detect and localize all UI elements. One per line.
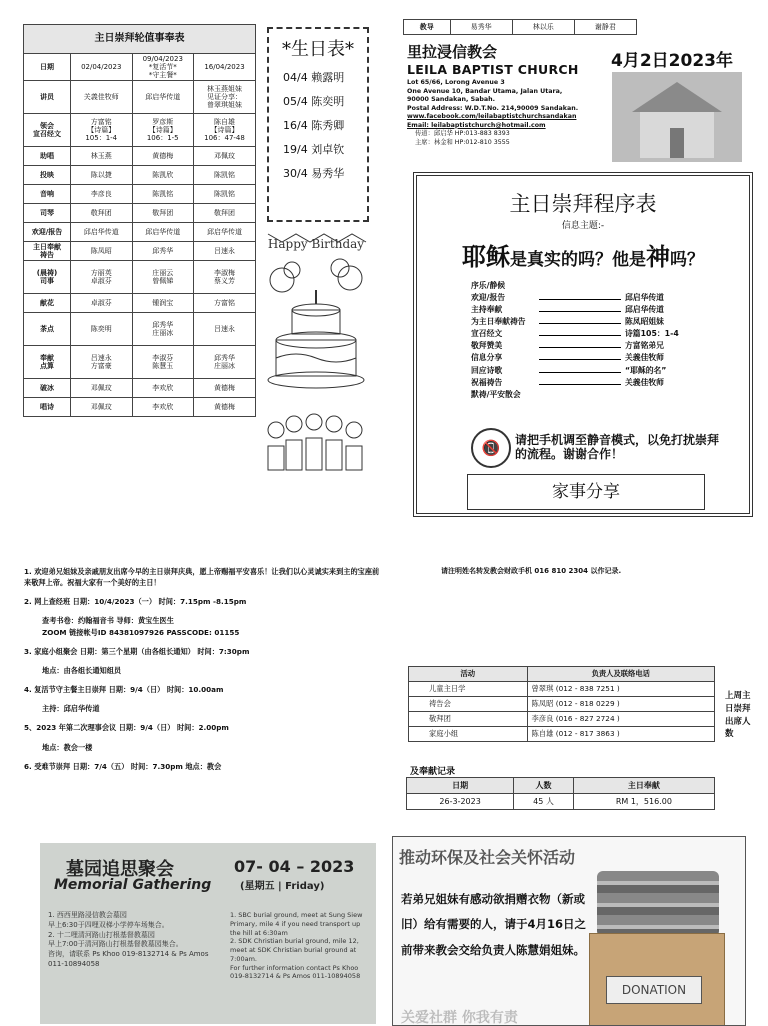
roster-row — [24, 223, 256, 242]
donation-box-image — [589, 933, 725, 1026]
programme-item-name: 序乐/静候 — [471, 281, 506, 290]
programme-item-name: 主持奉献 — [471, 305, 503, 315]
last-week-label: 上周主日崇拜出席人数 — [725, 691, 751, 740]
bulletin-date: 4月2日2023年 — [611, 51, 733, 71]
roster-row — [24, 166, 256, 185]
contacts-row — [409, 727, 715, 742]
birthday-box — [267, 27, 369, 222]
contacts-person: 陈自雄 (012 - 817 3863 ) — [527, 727, 714, 742]
roster-cell: 林玉燕 — [71, 147, 133, 166]
roster-label: 献花 — [24, 294, 71, 313]
roster-cell: 邱启华传道 — [194, 223, 256, 242]
programme-dash — [539, 304, 621, 312]
roster-date: 16/04/2023 — [194, 54, 256, 81]
programme-item-name: 默祷/平安散会 — [471, 389, 521, 399]
roster-cell: 卓淑芬 — [71, 294, 133, 313]
roster-title: 主日崇拜轮值事奉表 — [24, 25, 256, 54]
roster-row — [24, 185, 256, 204]
programme-dash — [539, 365, 621, 373]
programme-item — [471, 328, 749, 340]
phone-mute-icon: 📵 — [471, 428, 511, 468]
programme-item — [471, 352, 749, 364]
offering-header: 主日奉献 — [573, 778, 714, 794]
staff-cell: 教导 — [404, 20, 451, 35]
programme-dash — [539, 352, 621, 360]
roster-label: 投映 — [24, 166, 71, 185]
contacts-person: 曾翠琪 (012 - 838 7251 ) — [527, 682, 714, 697]
contacts-header: 负责人及联络电话 — [527, 667, 714, 682]
roster-label: 欢迎/报告 — [24, 223, 71, 242]
programme-item-name: 回应诗歌 — [471, 365, 503, 375]
clothes-image — [597, 871, 719, 937]
roster-table — [23, 24, 256, 417]
roster-cell: 陈凯铭 — [132, 185, 194, 204]
programme-item-name: 为主日奉献祷告 — [471, 317, 526, 327]
church-postal: Postal Address: W.D.T.No. 214,90009 Sandakan. — [407, 104, 579, 112]
church-photo — [612, 72, 742, 162]
donation-flyer — [392, 836, 746, 1026]
birthday-title: *生日表* — [282, 39, 354, 60]
children-illustration — [262, 406, 370, 484]
roster-label: 破冰 — [24, 379, 71, 398]
church-address: Lot 65/66, Lorong Avenue 3 — [407, 79, 505, 87]
programme-item-person: 邱启华传道 — [625, 293, 664, 303]
contacts-row — [409, 712, 715, 727]
roster-row — [24, 204, 256, 223]
roster-cell: 吕速永 方富豪 — [71, 346, 133, 379]
programme-item — [471, 365, 749, 377]
roster-cell: 李欢欣 — [132, 379, 194, 398]
roster-cell: 锺润宝 — [132, 294, 194, 313]
birthday-cake-illustration — [262, 230, 370, 400]
roster-cell: 陈凤昭 — [71, 242, 133, 261]
roster-cell: 李欢欣 — [132, 398, 194, 417]
roster-cell: 敬拜团 — [71, 204, 133, 223]
church-name-en: LEILA BAPTIST CHURCH — [407, 62, 579, 78]
roster-label: 司琴 — [24, 204, 71, 223]
roster-date: 02/04/2023 — [71, 54, 133, 81]
roster-row — [24, 147, 256, 166]
programme-item — [471, 316, 749, 328]
birthday-item: 30/4 易秀华 — [283, 167, 345, 180]
roster-row — [24, 346, 256, 379]
programme-item-name: 宣召经文 — [471, 329, 503, 339]
programme-item-person: 诗篇105：1-4 — [625, 329, 679, 339]
church-address: 90000 Sandakan, Sabah. — [407, 96, 496, 104]
donation-label: DONATION — [606, 976, 702, 1004]
offering-cell: 26-3-2023 — [407, 794, 514, 810]
contacts-activity: 家庭小组 — [409, 727, 528, 742]
roster-cell: 李淑芬 陈慧玉 — [132, 346, 194, 379]
programme-item-person: 关義佳牧师 — [625, 377, 664, 387]
programme-item — [471, 340, 749, 352]
contacts-header: 活动 — [409, 667, 528, 682]
roster-cell: 邱秀华 庄丽冰 — [132, 313, 194, 346]
programme-dash — [539, 340, 621, 348]
roster-cell: 邱启华传道 — [132, 223, 194, 242]
family-news-banner: 家事分享 — [467, 474, 705, 510]
roster-cell: 方富铭 — [194, 294, 256, 313]
church-info — [407, 42, 607, 147]
birthday-banner-text: Happy Birthday — [267, 237, 365, 251]
programme-item — [471, 389, 749, 401]
programme-title: 主日崇拜程序表 — [509, 192, 657, 216]
birthday-item: 19/4 刘卓钦 — [283, 143, 345, 156]
roster-row — [24, 261, 256, 294]
programme-item-name: 欢迎/报告 — [471, 293, 506, 303]
roster-label: 茶点 — [24, 313, 71, 346]
programme-item-name: 祝福祷告 — [471, 377, 503, 387]
announcement-item: 主持：邱启华传道 — [42, 704, 100, 714]
programme-item-person: 陈凤昭姐妹 — [625, 317, 664, 327]
offering-cell: RM 1，516.00 — [573, 794, 714, 810]
roster-cell: 陈奕明 — [71, 313, 133, 346]
programme-dash — [539, 377, 621, 385]
contacts-person: 陈凤昭 (012 - 818 0229 ) — [527, 697, 714, 712]
roster-date: 09/04/2023 *复活节* *守主餐* — [132, 54, 194, 81]
contacts-activity: 敬拜团 — [409, 712, 528, 727]
roster-cell: 敬拜团 — [194, 204, 256, 223]
staff-cell: 林以乐 — [512, 20, 574, 35]
contacts-person: 李彦良 (016 - 827 2724 ) — [527, 712, 714, 727]
roster-cell: 邓佩玟 — [71, 379, 133, 398]
programme-items — [471, 280, 749, 401]
roster-label: 音响 — [24, 185, 71, 204]
programme-item — [471, 280, 749, 292]
announcement-item: 4. 复活节守主餐主日崇拜 日期：9/4（日） 时间：10.00am — [24, 685, 224, 695]
programme-item — [471, 304, 749, 316]
roster-cell: 邱启华传道 — [132, 81, 194, 114]
roster-cell: 罗彦斯 【诗篇】 106：1-5 — [132, 114, 194, 147]
birthday-list — [269, 69, 367, 181]
roster-cell: 庄丽云 曾佩娣 — [132, 261, 194, 294]
roster-cell: 陈凯铭 — [194, 185, 256, 204]
offering-header: 日期 — [407, 778, 514, 794]
offering-header: 人数 — [514, 778, 573, 794]
roster-cell: 李淑梅 蔡义芳 — [194, 261, 256, 294]
programme-item-person: 方富铭弟兄 — [625, 341, 664, 351]
roster-cell: 黄德梅 — [194, 398, 256, 417]
roster-cell: 黄德梅 — [132, 147, 194, 166]
roster-cell: 陈凯欣 — [132, 166, 194, 185]
memorial-date: 07- 04 – 2023 — [234, 857, 355, 876]
announcement-item: 2. 网上查经班 日期：10/4/2023（一） 时间：7.15pm -8.15pm — [24, 597, 247, 607]
contacts-activity: 祷告会 — [409, 697, 528, 712]
programme-item-person: 关義佳牧师 — [625, 353, 664, 363]
offering-title: 及奉献记录 — [410, 767, 456, 777]
transfer-note: 请注明姓名转发教会财政手机 016 810 2304 以作记录. — [441, 567, 622, 575]
church-address: One Avenue 10, Bandar Utama, Jalan Utara, — [407, 87, 563, 95]
roster-cell: 邱秀华 — [132, 242, 194, 261]
programme-item — [471, 292, 749, 304]
sermon-question: 耶稣是真实的吗？他是神吗？ — [462, 242, 704, 271]
roster-row — [24, 114, 256, 147]
donation-title: 推动环保及社会关怀活动 — [399, 848, 576, 867]
roster-row — [24, 242, 256, 261]
announcement-item: 1. 欢迎弟兄姐妹及亲戚朋友出席今早的主日崇拜庆典，愿上帝赐福平安喜乐！让我们以心灵诚实来到主的宝座前来敬拜上帝。祝福大家有一个美好的主日！ — [24, 567, 380, 588]
roster-cell: 陈凯铭 — [194, 166, 256, 185]
roster-dates-row — [24, 54, 256, 81]
roster-cell: 吕速永 — [194, 313, 256, 346]
roster-label: 日期 — [24, 54, 71, 81]
birthday-item: 16/4 陈秀卿 — [283, 119, 345, 132]
roster-cell: 吕速永 — [194, 242, 256, 261]
roster-label: 主日奉献 祷告 — [24, 242, 71, 261]
programme-item — [471, 377, 749, 389]
roster-cell: 敬拜团 — [132, 204, 194, 223]
contacts-row — [409, 682, 715, 697]
staff-table — [403, 19, 637, 35]
church-contact: 主席：林金和 HP:012-810 3555 — [415, 138, 510, 146]
roster-row — [24, 313, 256, 346]
roster-cell: 陈以捷 — [71, 166, 133, 185]
birthday-item: 05/4 陈奕明 — [283, 95, 345, 108]
contacts-row — [409, 697, 715, 712]
roster-body — [24, 81, 256, 417]
roster-cell: 邱启华传道 — [71, 223, 133, 242]
donation-body: 若弟兄姐妹有感动欲捐赠衣物（新或旧）给有需要的人，请于4月16日之前带来教会交给负责人陈慧娟姐妹。 — [401, 892, 587, 957]
staff-cell: 易秀华 — [450, 20, 512, 35]
contacts-activity: 儿童主日学 — [409, 682, 528, 697]
offering-cell: 45 人 — [514, 794, 573, 810]
announcement-item: 地点：教会一楼 — [42, 742, 93, 752]
announcement-item: 查考书卷：约翰福音书 导师：黄宝生医生 ZOOM 链接帐号ID 84381097926 PASSCODE: 01155 — [42, 616, 240, 637]
roster-cell: 邓佩玟 — [194, 147, 256, 166]
programme-subtitle: 信息主题:- — [561, 221, 605, 231]
programme-item-person: 邱启华传道 — [625, 305, 664, 315]
roster-label: (晨祷) 司事 — [24, 261, 71, 294]
roster-label: 讲员 — [24, 81, 71, 114]
programme-item-person: “耶稣的名” — [625, 365, 667, 375]
memorial-details-en: 1. SBC burial ground, meet at Sung Siew Primary, mile 4 if you need transport up the hill at 6:30am 2. SDK Christian burial ground, mile 12, meet at SDK Christian burial ground at 7:00am. For further information contact Ps Khoo 019-8132714 & Ps Amos 011-10894058 — [230, 911, 363, 981]
offering-table — [406, 777, 715, 810]
roster-row — [24, 294, 256, 313]
announcements — [24, 566, 384, 780]
memorial-title-cn: 墓园追思聚会 — [66, 859, 174, 880]
announcement-item: 6. 受难节崇拜 日期：7/4（五） 时间：7.30pm 地点：教会 — [24, 761, 222, 771]
programme-item-name: 信息分享 — [471, 353, 503, 363]
roster-cell: 邓佩玟 — [71, 398, 133, 417]
church-facebook-link[interactable]: www.facebook.com/leilabaptistchurchsandakan — [407, 113, 577, 121]
memorial-flyer — [40, 843, 376, 1024]
memorial-details-cn: 1. 西西里路浸信教会墓园 早上6:30于四哩双梯小学停车场集合。 2. 十二哩清河路山打根基督教墓园 早上7:00于清河路山打根基督教墓园集合。 咨询，请联系 Ps Khoo 019-8132714 & Ps Amos 011-10894058 — [48, 911, 209, 968]
memorial-title-en: Memorial Gathering — [54, 877, 212, 893]
roster-cell: 陈自雄 【诗篇】 106：47-48 — [194, 114, 256, 147]
birthday-item: 04/4 赖露明 — [283, 71, 345, 84]
announcement-item: 地点：由各组长通知组员 — [42, 665, 122, 675]
programme-box — [413, 172, 753, 517]
roster-cell: 黄德梅 — [194, 379, 256, 398]
programme-dash — [539, 316, 621, 324]
memorial-day: (星期五 | Friday) — [240, 881, 325, 892]
programme-dash — [539, 328, 621, 336]
mute-notice: 请把手机调至静音模式，以免打扰崇拜的流程。谢谢合作！ — [515, 433, 720, 462]
roster-cell: 方富铭 【诗篇】 105：1-4 — [71, 114, 133, 147]
programme-item-name: 敬拜赞美 — [471, 341, 503, 351]
announcement-item: 3. 家庭小组聚会 日期：第三个星期（由各组长通知） 时间：7:30pm — [24, 646, 250, 656]
roster-cell: 邱秀华 庄丽冰 — [194, 346, 256, 379]
roster-row — [24, 398, 256, 417]
roster-cell: 林玉燕姐妹 见证分享： 曾翠琪姐妹 — [194, 81, 256, 114]
announcement-item: 5、2023 年第二次理事会议 日期：9/4（日） 时间：2.00pm — [24, 723, 229, 733]
roster-label: 唱诗 — [24, 398, 71, 417]
roster-label: 领会 宣召经文 — [24, 114, 71, 147]
roster-cell: 关義佳牧师 — [71, 81, 133, 114]
donation-footer: 关爱社群 你我有责 — [401, 1010, 518, 1026]
church-contact: 传道：邱启华 HP:013-883 8393 — [415, 130, 510, 138]
church-name-cn: 里拉浸信教会 — [407, 43, 498, 61]
roster-row — [24, 81, 256, 114]
staff-cell: 谢静君 — [574, 20, 636, 35]
contacts-table — [408, 666, 715, 742]
roster-label: 奉献 点算 — [24, 346, 71, 379]
church-email-link[interactable]: Email: leilabaptistchurch@hotmail.com — [407, 121, 546, 129]
roster-cell: 李彦良 — [71, 185, 133, 204]
roster-label: 助唱 — [24, 147, 71, 166]
programme-dash — [539, 292, 621, 300]
roster-cell: 方丽英 卓淑芬 — [71, 261, 133, 294]
roster-row — [24, 379, 256, 398]
